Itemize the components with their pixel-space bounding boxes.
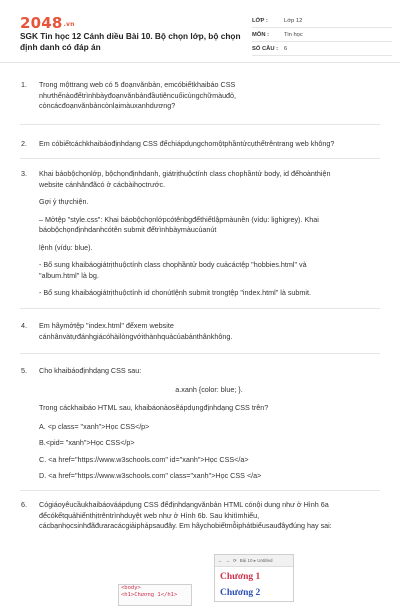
page-header: [0, 0, 400, 63]
html-code-snippet: <body> <h1>Chương 1</h1>: [118, 584, 192, 606]
question-text: Em cóbiếtcáchkhaibáođịnhdạng CSS đểchiápdụngchomộtphầntửcụthểtrêntrang web không?: [39, 139, 335, 148]
question-number: 5.: [21, 366, 27, 375]
question-text: Khai báobộchọnlớp, bộchọnđịnhdanh, giátrịthuộctính class chophầntử body, id đểhoànthiện website cánhânđãcó ở cácbàihọctrước. Gợi ý thựchiện. – Mởtệp "style.css": Khai báobộchọnlớpcótênbgđểthiếtlậpmàunền (vídụ: lighigrey). Khai báobộchọnđịnhdanhcótên submit đểtrìnhbàymàucủanút lệnh (vídụ: blue). - Bổ sung khaibáogiátrịthuộctính class chophầntử body cuảcáctệp "hobbies.html" và "album.html" là bg. - Bổ sung khaibáogiátrịthuộctính id chonútlệnh submit trongtệp "index.html" là submit.: [39, 169, 331, 297]
option-c: C. <a href="https://www.w3schools.com" id="xanh">Học CSS</a>: [39, 454, 249, 464]
question-number: 3.: [21, 169, 27, 178]
browser-preview: [214, 554, 294, 602]
page-title: SGK Tin học 12 Cánh diều Bài 10. Bộ chọn lớp, bộ chọn định danh có đáp án: [20, 31, 241, 52]
reload-icon: ⟳: [233, 557, 237, 563]
question-number: 6.: [21, 500, 27, 509]
divider: [20, 353, 380, 354]
meta-row-subject: MÔN : Tin học: [252, 28, 392, 42]
option-b: B.<pid= "xanh">Học CSS</p>: [39, 438, 135, 447]
divider: [20, 124, 380, 125]
divider: [20, 308, 380, 309]
rendered-heading-2: Chương 2: [220, 588, 261, 598]
divider: [20, 158, 380, 159]
question-number: 2.: [21, 139, 27, 148]
meta-row-count: SỐ CÂU : 6: [252, 42, 392, 56]
question-text: Cho khaibáođịnhdạng CSS sau: a.xanh {color: blue; }. Trong cáckhaibáo HTML sau, khaibáonàosẽápdụngđịnhdạng CSS trên? A. <p class= "xanh">Học CSS</p> B.<pid= "xanh">Học CSS</p> C. <a href="https://www.w3schools.com" id="xanh">Học CSS</a> D. <a href="https://www.w3schools.com" class="xanh">Học CSS </a>: [39, 366, 379, 482]
divider: [20, 490, 380, 491]
question-text: Em hãymởtệp "index.html" đểxem website cánhânvàtựđánhgiácóhàilòngvớithànhquảcủabảnthânkhông.: [39, 321, 233, 341]
question-text: Trong mộttrang web có 5 đoạnvănbản, emcóbiếtkhaibáo CSS nhưthếnàođểtrìnhbàyđoạnvănbảnđầutiêncuốicùngchữmàuđỏ, còncácđoạnvănbảncònlạimàuxanhdương?: [39, 80, 237, 110]
option-a: A. <p class= "xanh">Học CSS</p>: [39, 421, 150, 431]
question-number: 4.: [21, 321, 27, 330]
option-d: D. <a href="https://www.w3schools.com" class="xanh">Học CSS </a>: [39, 471, 262, 480]
figure-6: [118, 554, 273, 600]
meta-table: [252, 14, 392, 56]
forward-arrow-icon: →: [225, 558, 230, 563]
back-arrow-icon: ←: [218, 558, 223, 563]
question-text: Cógiáoyêucầukhaibáováápdụng CSS đểđịnhdạngvănbản HTML cónội dung như ở Hình 6a đểcókếtquảhiểnthịtrêntrìnhduyệt web như ở Hình 6b. Sau khitìmhiểu, cácbạnhọcsinhđãđưaracácgiảiphápsauđây. Em hãychobiếtmỗiphátbiểusauđâyđúng hay sai:: [39, 500, 332, 530]
site-logo[interactable]: $2048^{.vn}$: [20, 14, 75, 32]
css-rule: a.xanh {color: blue; }.: [175, 384, 243, 394]
browser-tab: ← → ⟳ Bài 10 ▸ Untitled: [215, 555, 293, 567]
meta-row-class: LỚP : Lớp 12: [252, 14, 392, 28]
question-number: 1.: [21, 80, 27, 89]
rendered-heading-1: Chương 1: [220, 572, 261, 582]
